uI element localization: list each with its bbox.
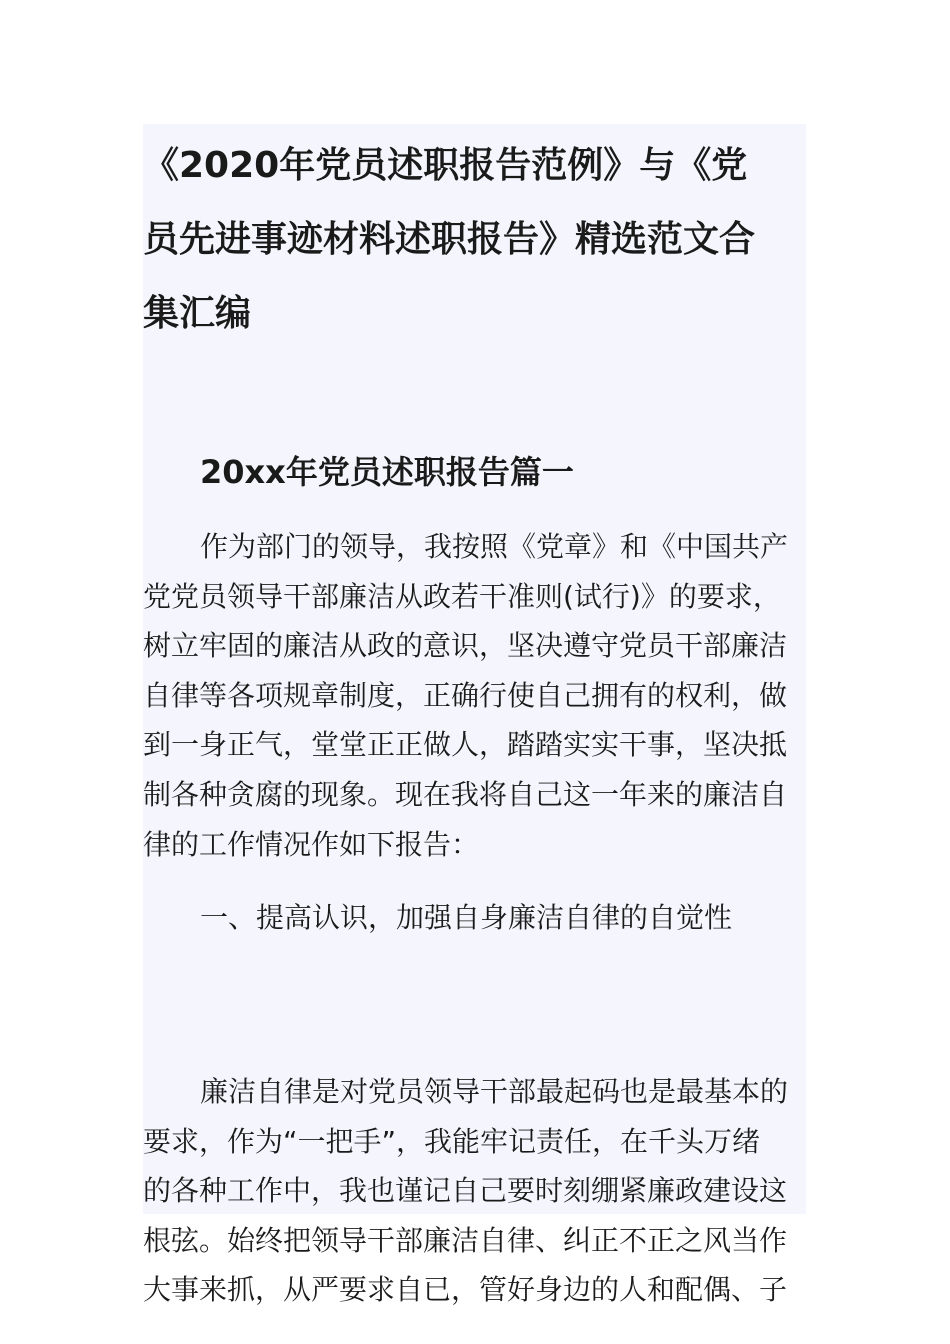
paragraph-line: 廉洁自律是对党员领导干部最起码也是最基本的 — [200, 1075, 789, 1108]
document-title — [143, 129, 806, 351]
title-line: 《2020年党员述职报告范例》与《党 — [143, 145, 748, 186]
paragraph-line: 大事来抓，从严要求自已，管好身边的人和配偶、子 — [143, 1273, 788, 1307]
body-paragraph — [143, 1067, 806, 1315]
paragraph-line: 到一身正气，堂堂正正做人，踏踏实实干事，坚决抵 — [143, 728, 788, 762]
paragraph-line: 作为部门的领导，我按照《党章》和《中国共产 — [200, 530, 789, 563]
paragraph-line: 自律等各项规章制度，正确行使自己拥有的权利，做 — [143, 678, 788, 712]
title-line: 集汇编 — [143, 293, 252, 334]
paragraph-line: 的各种工作中，我也谨记自己要时刻绷紧廉政建设这 — [143, 1174, 788, 1208]
subsection-heading — [143, 893, 806, 943]
section-heading: 20xx年党员述职报告篇一 — [200, 453, 574, 491]
title-line: 员先进事迹材料述职报告》精选范文合 — [143, 219, 756, 260]
paragraph-line: 根弦。始终把领导干部廉洁自律、纠正不正之风当作 — [143, 1223, 788, 1257]
paragraph-line: 党党员领导干部廉洁从政若干准则(试行)》的要求， — [143, 579, 781, 613]
paragraph-line: 一、提高认识，加强自身廉洁自律的自觉性 — [200, 901, 733, 934]
paragraph-line: 树立牢固的廉洁从政的意识，坚决遵守党员干部廉洁 — [143, 629, 788, 663]
document-page — [143, 124, 806, 1307]
body-paragraph — [143, 522, 806, 869]
paragraph-line: 律的工作情况作如下报告： — [143, 827, 480, 861]
paragraph-line: 制各种贪腐的现象。现在我将自己这一年来的廉洁自 — [143, 777, 788, 811]
paragraph-line: 要求，作为“一把手”，我能牢记责任，在千头万绪 — [143, 1124, 761, 1158]
